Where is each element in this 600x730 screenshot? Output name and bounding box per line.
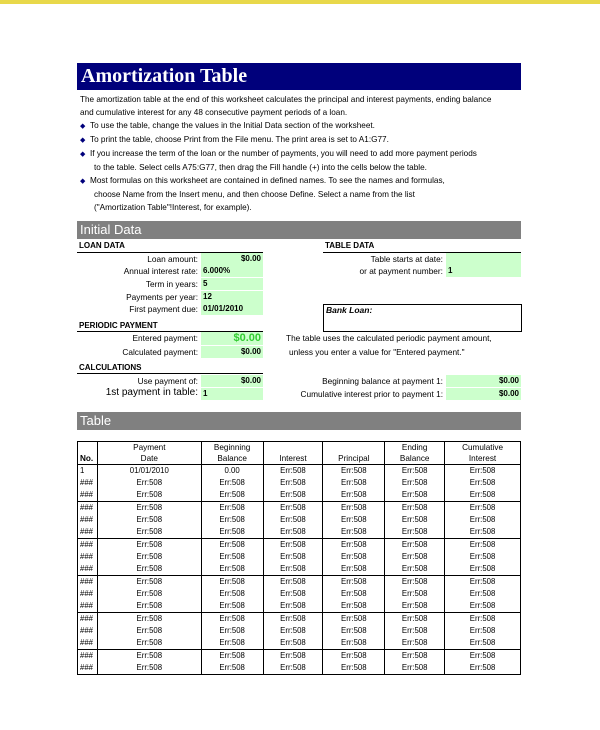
table-cell: Err:508 bbox=[323, 588, 385, 600]
table-cell: Err:508 bbox=[263, 502, 323, 515]
column-header-text: Interest bbox=[279, 454, 307, 463]
intro-text bbox=[80, 93, 522, 214]
table-cell: 1 bbox=[78, 465, 98, 478]
table-cell: Err:508 bbox=[445, 551, 521, 563]
column-header-text: Payment bbox=[133, 443, 166, 452]
cumulative-interest-value: $0.00 bbox=[446, 388, 521, 400]
table-row bbox=[78, 576, 521, 589]
payment-number-label: or at payment number: bbox=[359, 266, 443, 276]
table-cell: Err:508 bbox=[385, 662, 445, 675]
table-cell: Err:508 bbox=[385, 588, 445, 600]
table-cell: Err:508 bbox=[445, 539, 521, 552]
table-cell: Err:508 bbox=[445, 489, 521, 502]
table-cell: Err:508 bbox=[385, 576, 445, 589]
table-cell: Err:508 bbox=[201, 477, 263, 489]
intro-line-text: choose Name from the Insert menu, and then choose Define. Select a name from the list bbox=[94, 190, 415, 199]
intro-line bbox=[80, 188, 522, 201]
table-cell: ### bbox=[78, 489, 98, 502]
table-cell: ### bbox=[78, 662, 98, 675]
table-cell: Err:508 bbox=[323, 576, 385, 589]
column-header bbox=[201, 442, 263, 465]
column-header-text: Balance bbox=[217, 454, 247, 463]
page-top-border bbox=[0, 0, 600, 4]
table-cell: Err:508 bbox=[201, 576, 263, 589]
table-row bbox=[78, 637, 521, 650]
table-row bbox=[78, 613, 521, 626]
table-row bbox=[78, 662, 521, 675]
table-cell: Err:508 bbox=[323, 650, 385, 663]
calculations-heading: CALCULATIONS bbox=[79, 363, 142, 372]
use-payment-label: Use payment of: bbox=[137, 376, 198, 386]
table-cell: Err:508 bbox=[97, 551, 201, 563]
table-cell: Err:508 bbox=[385, 613, 445, 626]
table-cell: Err:508 bbox=[385, 489, 445, 502]
table-cell: Err:508 bbox=[445, 600, 521, 613]
intro-line-text: Most formulas on this worksheet are contained in defined names. To see the names and formulas, bbox=[90, 176, 445, 185]
table-cell: Err:508 bbox=[201, 551, 263, 563]
first-in-table-value: 1 bbox=[201, 388, 263, 400]
table-cell: Err:508 bbox=[97, 637, 201, 650]
table-cell: Err:508 bbox=[445, 613, 521, 626]
column-header bbox=[445, 442, 521, 465]
table-cell: Err:508 bbox=[97, 489, 201, 502]
table-cell: Err:508 bbox=[263, 551, 323, 563]
first-payment-label: First payment due: bbox=[129, 304, 198, 314]
column-header-text: No. bbox=[80, 454, 94, 463]
term-label: Term in years: bbox=[145, 279, 198, 289]
term-field[interactable]: 5 bbox=[201, 278, 263, 290]
column-header bbox=[263, 442, 323, 465]
page-title: Amortization Table bbox=[77, 63, 521, 90]
first-in-table-label: 1st payment in table: bbox=[105, 387, 198, 398]
table-cell: Err:508 bbox=[201, 514, 263, 526]
table-cell: ### bbox=[78, 502, 98, 515]
table-row bbox=[78, 514, 521, 526]
table-cell: Err:508 bbox=[323, 539, 385, 552]
table-cell: Err:508 bbox=[445, 563, 521, 576]
column-header-text: Balance bbox=[399, 454, 430, 463]
table-cell: Err:508 bbox=[385, 477, 445, 489]
calculated-payment-field: $0.00 bbox=[201, 346, 263, 358]
table-row bbox=[78, 551, 521, 563]
intro-line bbox=[80, 93, 522, 106]
cumulative-interest-label: Cumulative interest prior to payment 1: bbox=[300, 389, 443, 399]
table-cell: ### bbox=[78, 514, 98, 526]
table-cell: Err:508 bbox=[445, 514, 521, 526]
table-cell: 01/01/2010 bbox=[97, 465, 201, 478]
table-cell: Err:508 bbox=[97, 563, 201, 576]
table-cell: Err:508 bbox=[323, 637, 385, 650]
intro-line-text: To use the table, change the values in the Initial Data section of the worksheet. bbox=[90, 121, 375, 130]
table-cell: Err:508 bbox=[385, 539, 445, 552]
table-cell: Err:508 bbox=[263, 465, 323, 478]
table-row bbox=[78, 526, 521, 539]
table-cell: ### bbox=[78, 600, 98, 613]
intro-line bbox=[80, 201, 522, 214]
payment-number-field[interactable]: 1 bbox=[446, 265, 521, 277]
table-cell: Err:508 bbox=[97, 613, 201, 626]
table-cell: Err:508 bbox=[263, 650, 323, 663]
table-cell: Err:508 bbox=[263, 588, 323, 600]
table-row bbox=[78, 588, 521, 600]
column-header bbox=[323, 442, 385, 465]
intro-line bbox=[80, 133, 522, 147]
table-row bbox=[78, 477, 521, 489]
table-cell: Err:508 bbox=[445, 662, 521, 675]
table-cell: Err:508 bbox=[445, 650, 521, 663]
table-cell: ### bbox=[78, 551, 98, 563]
entered-payment-label: Entered payment: bbox=[132, 333, 198, 343]
intro-line-text: ("Amortization Table"!Interest, for example). bbox=[94, 203, 252, 212]
table-cell: Err:508 bbox=[263, 563, 323, 576]
table-cell: Err:508 bbox=[385, 650, 445, 663]
table-cell: Err:508 bbox=[263, 576, 323, 589]
table-row bbox=[78, 502, 521, 515]
bank-loan-label: Bank Loan: bbox=[326, 305, 373, 315]
table-data-heading: TABLE DATA bbox=[325, 241, 375, 250]
table-cell: ### bbox=[78, 477, 98, 489]
column-header-text: Beginning bbox=[213, 443, 251, 452]
table-cell: Err:508 bbox=[263, 514, 323, 526]
table-cell: Err:508 bbox=[323, 465, 385, 478]
table-cell: Err:508 bbox=[263, 477, 323, 489]
diamond-bullet-icon: ◆ bbox=[80, 151, 86, 158]
table-cell: Err:508 bbox=[323, 477, 385, 489]
table-cell: Err:508 bbox=[445, 465, 521, 478]
intro-line bbox=[80, 147, 522, 161]
payment-note-line1: The table uses the calculated periodic payment amount, bbox=[286, 333, 492, 343]
table-cell: Err:508 bbox=[263, 526, 323, 539]
table-cell: Err:508 bbox=[323, 625, 385, 637]
table-cell: Err:508 bbox=[323, 563, 385, 576]
intro-line-text: To print the table, choose Print from the File menu. The print area is set to A1:G77. bbox=[90, 135, 389, 144]
loan-amount-label: Loan amount: bbox=[147, 254, 198, 264]
diamond-bullet-icon: ◆ bbox=[80, 123, 86, 130]
table-start-date-field[interactable] bbox=[446, 253, 521, 265]
table-row bbox=[78, 465, 521, 478]
table-cell: Err:508 bbox=[97, 502, 201, 515]
table-cell: Err:508 bbox=[201, 637, 263, 650]
table-row bbox=[78, 539, 521, 552]
table-cell: Err:508 bbox=[263, 637, 323, 650]
amortization-table bbox=[77, 441, 521, 675]
table-cell: Err:508 bbox=[385, 514, 445, 526]
table-cell: Err:508 bbox=[97, 625, 201, 637]
watermark bbox=[95, 680, 98, 690]
table-start-date-label: Table starts at date: bbox=[370, 254, 443, 264]
interest-rate-label: Annual interest rate: bbox=[123, 266, 198, 276]
calculated-payment-label: Calculated payment: bbox=[122, 347, 198, 357]
table-row bbox=[78, 650, 521, 663]
table-cell: Err:508 bbox=[97, 576, 201, 589]
table-cell: Err:508 bbox=[323, 613, 385, 626]
periodic-payment-heading: PERIODIC PAYMENT bbox=[79, 321, 158, 330]
column-header-text: Interest bbox=[468, 454, 497, 463]
table-cell: Err:508 bbox=[445, 588, 521, 600]
table-cell: Err:508 bbox=[385, 465, 445, 478]
column-header-text: Principal bbox=[338, 454, 370, 463]
beginning-balance-value: $0.00 bbox=[446, 375, 521, 387]
intro-line-text: to the table. Select cells A75:G77, then drag the Fill handle (+) into the cells below the table. bbox=[94, 163, 427, 172]
table-cell: Err:508 bbox=[263, 489, 323, 502]
intro-line bbox=[80, 174, 522, 188]
table-cell: ### bbox=[78, 526, 98, 539]
use-payment-value: $0.00 bbox=[201, 375, 263, 387]
first-payment-field[interactable]: 01/01/2010 bbox=[201, 303, 263, 315]
entered-payment-field[interactable]: $0.00 bbox=[201, 332, 263, 345]
table-cell: Err:508 bbox=[385, 600, 445, 613]
table-row bbox=[78, 563, 521, 576]
column-header bbox=[78, 442, 98, 465]
column-header bbox=[97, 442, 201, 465]
intro-line-text: The amortization table at the end of this worksheet calculates the principal and interest payments, ending balance bbox=[80, 95, 492, 104]
table-cell: Err:508 bbox=[97, 477, 201, 489]
table-cell: Err:508 bbox=[385, 551, 445, 563]
column-header bbox=[385, 442, 445, 465]
table-cell: Err:508 bbox=[385, 502, 445, 515]
calculations-rule bbox=[77, 373, 263, 374]
table-cell: Err:508 bbox=[445, 637, 521, 650]
table-cell: Err:508 bbox=[201, 489, 263, 502]
table-cell: Err:508 bbox=[323, 502, 385, 515]
payments-per-year-label: Payments per year: bbox=[126, 292, 198, 302]
loan-amount-field[interactable]: $0.00 bbox=[201, 253, 263, 265]
table-cell: Err:508 bbox=[97, 514, 201, 526]
loan-data-heading: LOAN DATA bbox=[79, 241, 125, 250]
table-cell: Err:508 bbox=[201, 600, 263, 613]
table-cell: Err:508 bbox=[201, 625, 263, 637]
table-cell: Err:508 bbox=[97, 650, 201, 663]
table-cell: Err:508 bbox=[263, 613, 323, 626]
table-cell: ### bbox=[78, 563, 98, 576]
table-cell: ### bbox=[78, 588, 98, 600]
table-row bbox=[78, 489, 521, 502]
table-cell: Err:508 bbox=[323, 600, 385, 613]
diamond-bullet-icon: ◆ bbox=[80, 137, 86, 144]
section-table: Table bbox=[77, 412, 521, 430]
table-cell: Err:508 bbox=[385, 563, 445, 576]
table-cell: Err:508 bbox=[263, 625, 323, 637]
beginning-balance-label: Beginning balance at payment 1: bbox=[322, 376, 443, 386]
table-cell: Err:508 bbox=[201, 662, 263, 675]
table-cell: ### bbox=[78, 637, 98, 650]
table-cell: Err:508 bbox=[445, 502, 521, 515]
table-cell: ### bbox=[78, 539, 98, 552]
table-cell: Err:508 bbox=[445, 526, 521, 539]
table-cell: ### bbox=[78, 650, 98, 663]
table-cell: Err:508 bbox=[323, 514, 385, 526]
bank-loan-box[interactable] bbox=[323, 304, 522, 332]
diamond-bullet-icon: ◆ bbox=[80, 178, 86, 185]
table-header-row bbox=[78, 442, 521, 465]
table-cell: Err:508 bbox=[201, 526, 263, 539]
intro-line bbox=[80, 119, 522, 133]
table-cell: Err:508 bbox=[263, 539, 323, 552]
table-cell: Err:508 bbox=[201, 650, 263, 663]
table-cell: Err:508 bbox=[201, 502, 263, 515]
table-cell: Err:508 bbox=[385, 526, 445, 539]
intro-line-text: and cumulative interest for any 48 consecutive payment periods of a loan. bbox=[80, 108, 348, 117]
table-cell: Err:508 bbox=[97, 662, 201, 675]
payment-note-line2: unless you enter a value for "Entered payment." bbox=[289, 347, 465, 357]
intro-line bbox=[80, 106, 522, 119]
table-cell: Err:508 bbox=[445, 625, 521, 637]
intro-line bbox=[80, 161, 522, 174]
table-cell: Err:508 bbox=[445, 576, 521, 589]
table-cell: Err:508 bbox=[323, 489, 385, 502]
table-cell: Err:508 bbox=[201, 539, 263, 552]
table-cell: Err:508 bbox=[97, 526, 201, 539]
table-cell: Err:508 bbox=[385, 625, 445, 637]
table-cell: ### bbox=[78, 613, 98, 626]
table-cell: Err:508 bbox=[323, 551, 385, 563]
table-cell: Err:508 bbox=[201, 588, 263, 600]
table-cell: ### bbox=[78, 625, 98, 637]
table-cell: Err:508 bbox=[97, 588, 201, 600]
column-header-text: Ending bbox=[401, 443, 428, 452]
intro-line-text: If you increase the term of the loan or the number of payments, you will need to add more payment periods bbox=[90, 149, 477, 158]
table-cell: Err:508 bbox=[97, 600, 201, 613]
table-cell: Err:508 bbox=[323, 526, 385, 539]
payments-per-year-field[interactable]: 12 bbox=[201, 291, 263, 303]
table-cell: Err:508 bbox=[201, 613, 263, 626]
table-cell: 0.00 bbox=[201, 465, 263, 478]
column-header-text: Date bbox=[140, 454, 158, 463]
table-cell: Err:508 bbox=[201, 563, 263, 576]
table-row bbox=[78, 600, 521, 613]
section-initial-data: Initial Data bbox=[77, 221, 521, 239]
table-cell: Err:508 bbox=[323, 662, 385, 675]
column-header-text: Cumulative bbox=[462, 443, 504, 452]
table-cell: Err:508 bbox=[263, 662, 323, 675]
table-cell: Err:508 bbox=[97, 539, 201, 552]
table-cell: Err:508 bbox=[385, 637, 445, 650]
interest-rate-field[interactable]: 6.000% bbox=[201, 265, 263, 277]
table-cell: Err:508 bbox=[263, 600, 323, 613]
table-row bbox=[78, 625, 521, 637]
table-cell: Err:508 bbox=[445, 477, 521, 489]
table-cell: ### bbox=[78, 576, 98, 589]
